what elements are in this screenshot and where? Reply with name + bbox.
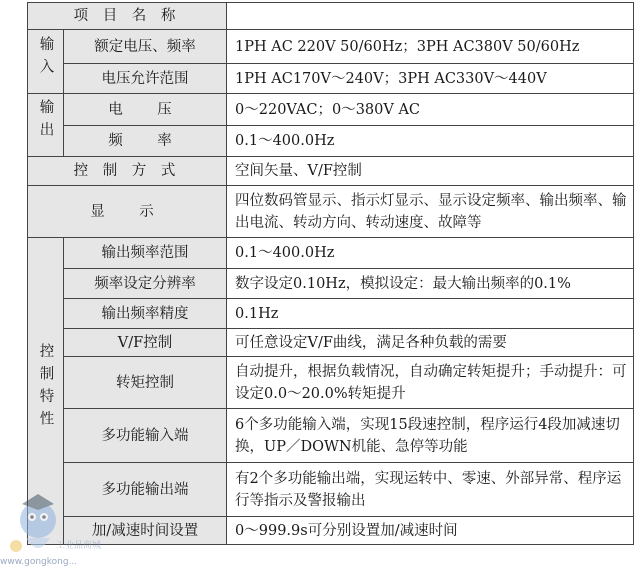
row-value: 1PH AC 220V 50/60Hz；3PH AC380V 50/60Hz bbox=[227, 30, 634, 64]
svg-text:工业品商城: 工业品商城 bbox=[56, 541, 102, 551]
row-label: V/F控制 bbox=[64, 329, 227, 357]
row-value: 空间矢量、V/F控制 bbox=[227, 157, 634, 186]
group-output: 输出 bbox=[28, 94, 64, 157]
row-label: 加/减速时间设置 bbox=[64, 517, 227, 545]
row-label: 电 压 bbox=[64, 94, 227, 126]
row-value: 0～999.9s可分别设置加/减速时间 bbox=[227, 517, 634, 545]
row-value: 6个多功能输入端，实现15段速控制，程序运行4段加减速切换，UP／DOWN机能、急停等功能 bbox=[227, 409, 634, 463]
header-label: 项 目 名 称 bbox=[28, 3, 227, 30]
row-value: 四位数码管显示、指示灯显示、显示设定频率、输出频率、输出电流、转动方向、转动速度、故障等 bbox=[227, 186, 634, 238]
group-input: 输入 bbox=[28, 30, 64, 94]
row-value: 0～220VAC；0～380V AC bbox=[227, 94, 634, 126]
row-label: 多功能输入端 bbox=[64, 409, 227, 463]
group-control: 控制特性 bbox=[28, 238, 64, 545]
row-label: 显 示 bbox=[28, 186, 227, 238]
row-label: 频率设定分辨率 bbox=[64, 269, 227, 299]
spec-table bbox=[27, 2, 634, 545]
row-value: 0.1Hz bbox=[227, 299, 634, 329]
row-label: 转矩控制 bbox=[64, 357, 227, 409]
watermark-text: www.gongkong... bbox=[0, 557, 78, 567]
row-value: 1PH AC170V～240V；3PH AC330V～440V bbox=[227, 64, 634, 94]
row-label: 频 率 bbox=[64, 126, 227, 157]
row-label: 多功能输出端 bbox=[64, 463, 227, 517]
row-label: 额定电压、频率 bbox=[64, 30, 227, 64]
row-label: 输出频率范围 bbox=[64, 238, 227, 269]
row-label: 控 制 方 式 bbox=[28, 157, 227, 186]
row-value: 0.1～400.0Hz bbox=[227, 126, 634, 157]
row-value: 可任意设定V/F曲线，满足各种负载的需要 bbox=[227, 329, 634, 357]
header-value bbox=[227, 3, 634, 30]
row-value: 数字设定0.10Hz，模拟设定：最大输出频率的0.1% bbox=[227, 269, 634, 299]
row-label: 输出频率精度 bbox=[64, 299, 227, 329]
row-label: 电压允许范围 bbox=[64, 64, 227, 94]
row-value: 0.1～400.0Hz bbox=[227, 238, 634, 269]
row-value: 自动提升，根据负载情况，自动确定转矩提升；手动提升：可设定0.0～20.0%转矩提升 bbox=[227, 357, 634, 409]
row-value: 有2个多功能输出端，实现运转中、零速、外部异常、程序运行等指示及警报输出 bbox=[227, 463, 634, 517]
